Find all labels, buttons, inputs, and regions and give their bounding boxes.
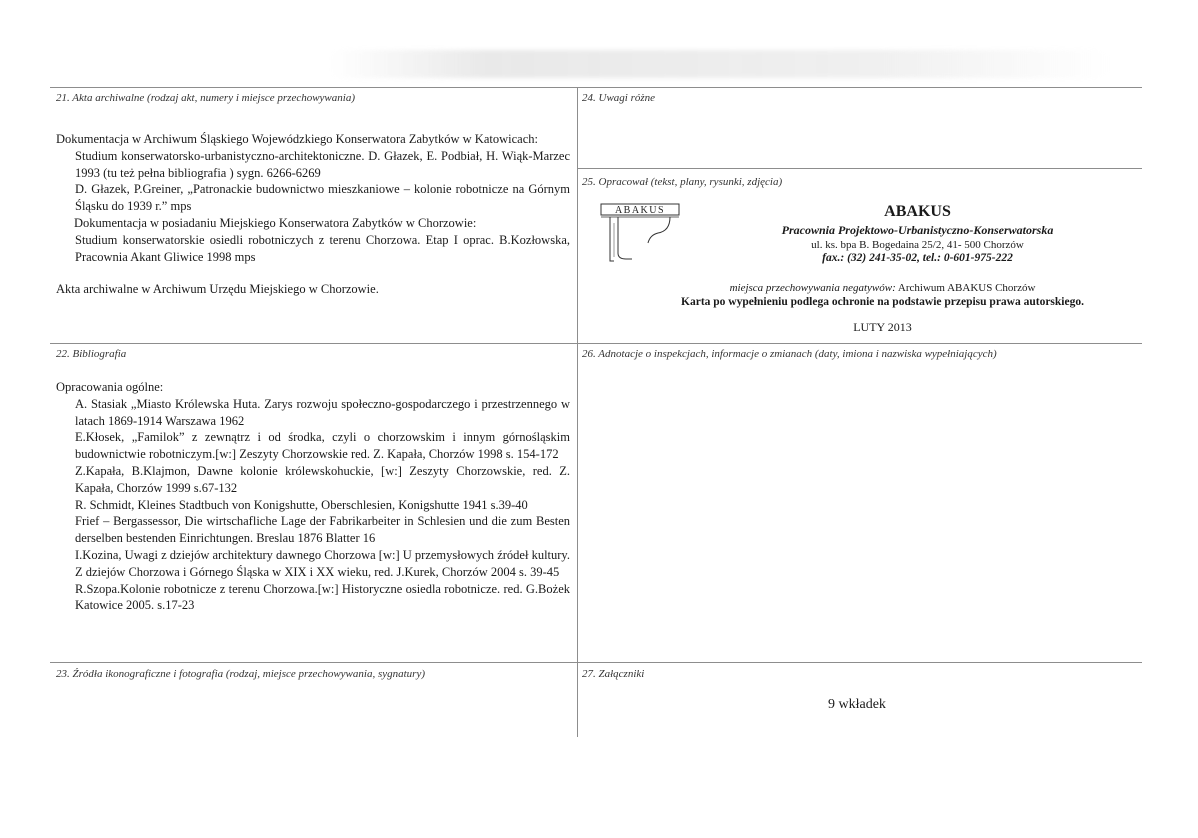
archive-line: D. Głazek, P.Greiner, „Patronackie budownictwo mieszkaniowe – kolonie robotnicze na Górnym Śląsku do 1939 r.” mps [75,182,570,214]
bibliography-item: Frief – Bergassessor, Die wirtschafliche Lage der Fabrikarbeiter in Schlesien und die zum Besten derselben bestenden Einrichtungen. Breslau 1876 Blatter 16 [75,514,570,546]
archive-line: Dokumentacja w posiadaniu Miejskiego Konserwatora Zabytków w Chorzowie: [74,215,477,230]
org-contact: fax.: (32) 241-35-02, tel.: 0-601-975-222 [822,252,1013,264]
archive-line: Studium konserwatorskie osiedli robotniczych z terenu Chorzowa. Etap I oprac. B.Kozłowska, Pracownia Akant Gliwice 1998 mps [75,232,570,264]
bibliography-item: R. Schmidt, Kleines Stadtbuch von Konigshutte, Oberschlesien, Konigshutte 1941 s.39-40 [75,497,528,512]
bibliography-item: Z.Kapała, B.Klajmon, Dawne kolonie królewskohuckie, [w:] Zeszyty Chorzowskie, red. Z. Kapała, Chorzów 1999 s.67-132 [75,463,570,495]
center-divider [577,87,578,737]
copyright-note: Karta po wypełnieniu podlega ochronie na podstawie przepisu prawa autorskiego. [681,296,1084,308]
section-24-title: 24. Uwagi różne [582,92,656,104]
bibliography-item: E.Kłosek, „Familok” z zewnątrz i od środka, czyli o chorzowskim i innym górnośląskim budownictwie robotniczym.[w:] Zeszyty Chorzowskie red. Z. Kapała, Chorzów 1998 s. 154-172 [75,430,570,462]
section-23-title: 23. Źródła ikonograficzne i fotografia (rodzaj, miejsce przechowywania, sygnatury) [56,668,425,680]
bibliography-item: R.Szopa.Kolonie robotnicze z terenu Chorzowa.[w:] Historyczne osiedla robotnicze. red. G.Bożek Katowice 2005. s.17-23 [75,581,570,613]
top-rule [50,87,1142,88]
archive-line: Akta archiwalne w Archiwum Urzędu Miejskiego w Chorzowie. [56,282,379,297]
rule-24-25 [577,168,1142,169]
org-subtitle: Pracownia Projektowo-Urbanistyczno-Konserwatorska [781,223,1054,237]
negatives-location [600,282,1165,294]
negatives-label: miejsca przechowywania negatywów: [729,282,896,294]
section-21-body [56,131,570,298]
rule-22-23 [50,662,1142,663]
archive-line: Dokumentacja w Archiwum Śląskiego Wojewódzkiego Konserwatora Zabytków w Katowicach: [56,132,538,146]
bibliography-item: I.Kozina, Uwagi z dziejów architektury dawnego Chorzowa [w:] U przemysłowych źródeł kultury. Z dziejów Chorzowa i Górnego Śląska w XIX i XX wieku, red. J.Kurek, Chorzów 2004 s. 39-45 [75,547,570,579]
section-22-body [56,379,570,614]
rule-21-22 [50,343,1142,344]
section-21-title: 21. Akta archiwalne (rodzaj akt, numery i miejsce przechowywania) [56,92,355,104]
section-22-title: 22. Bibliografia [56,348,127,360]
logo-text: ABAKUS [614,205,666,216]
bibliography-item: A. Stasiak „Miasto Królewska Huta. Zarys rozwoju społeczno-gospodarczego i przestrzennego w latach 1869-1914 Warszawa 1962 [75,396,570,428]
document-date: LUTY 2013 [853,320,912,334]
section-26-title: 26. Adnotacje o inspekcjach, informacje o zmianach (daty, imiona i nazwiska wypełniających) [582,348,997,360]
section-27-title: 27. Załączniki [582,668,645,680]
org-address: ul. ks. bpa B. Bogedaina 25/2, 41- 500 Chorzów [811,239,1024,251]
scan-smudge [330,50,1110,78]
section-25-title: 25. Opracował (tekst, plany, rysunki, zdjęcia) [582,176,783,188]
org-name: ABAKUS [884,203,951,220]
bibliography-heading: Opracowania ogólne: [56,380,164,394]
author-block [600,203,1165,335]
negatives-value: Archiwum ABAKUS Chorzów [897,282,1036,294]
attachments-count: 9 wkładek [828,697,886,712]
archive-line: Studium konserwatorsko-urbanistyczno-architektoniczne. D. Głazek, E. Podbiał, H. Wiąk-Marzec 1993 (tu też pełna bibliografia ) sygn. 6266-6269 [75,148,570,180]
